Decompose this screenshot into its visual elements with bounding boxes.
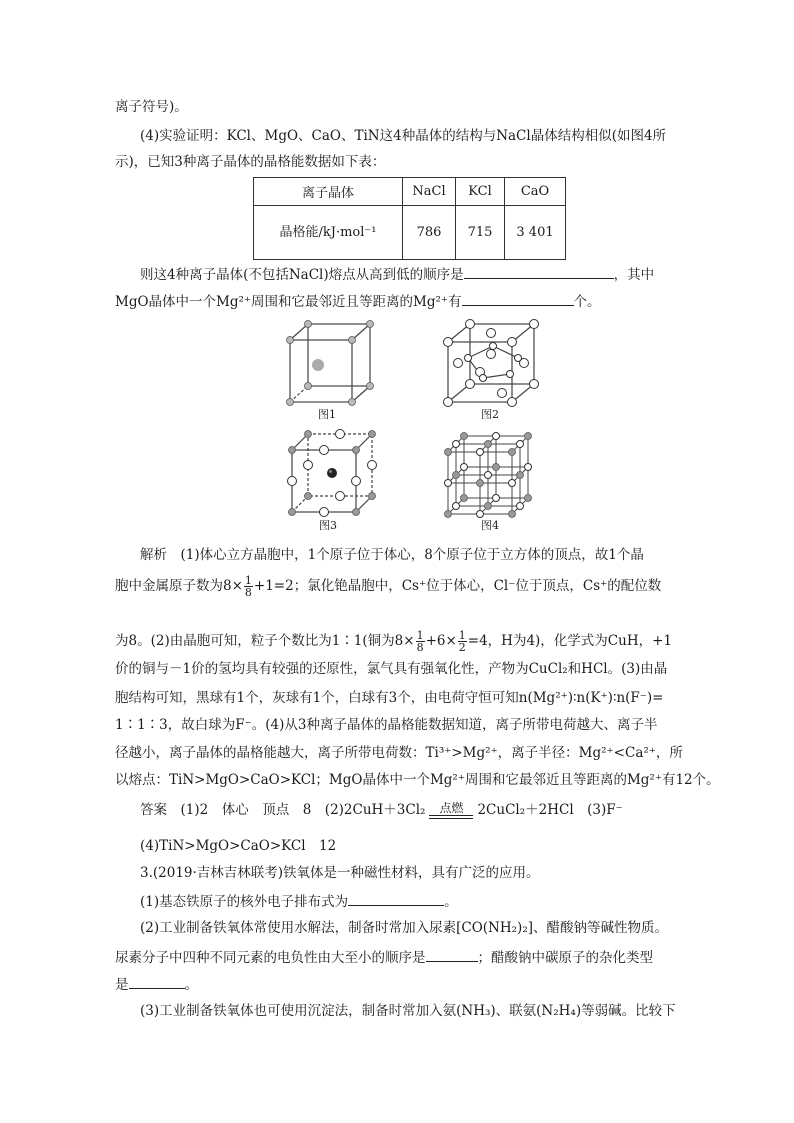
- table-header-cell: NaCl: [403, 178, 456, 206]
- q4-line1: (4)实验证明：KCl、MgO、CaO、TiN这4种晶体的结构与NaCl晶体结构相似(如图4所: [140, 128, 667, 144]
- analysis-line6: 1∶1∶3，故白球为F⁻。(4)从3种离子晶体的晶格能数据知道，离子所带电荷越大、离子半: [115, 717, 658, 733]
- fraction-numerator: 1: [458, 629, 466, 642]
- table-cell: 715: [456, 206, 505, 260]
- q3-part2-line3: [115, 974, 198, 994]
- fraction-denominator: 2: [458, 641, 466, 654]
- lattice-energy-table: [253, 177, 566, 260]
- figure-2-caption: 图2: [481, 408, 499, 421]
- q3-part3-line1: (3)工业制备铁氧体也可使用沉淀法，制备时常加入氨(NH₃)、联氨(N₂H₄)等弱碱。比较下: [140, 1003, 676, 1019]
- analysis-text: (1)体心立方晶胞中，1个原子位于体心，8个原子位于立方体的顶点，故1个晶: [180, 547, 644, 563]
- figure-1-bcc-cell: [280, 318, 380, 408]
- q3-part2-suffix: 。: [184, 977, 198, 993]
- figure-4-caption: 图4: [481, 519, 499, 532]
- ignite-label: 点燃: [439, 801, 464, 815]
- analysis-text: =4，H为4)，化学式为CuH，+1: [467, 633, 673, 649]
- answer-label: 答案: [140, 802, 167, 818]
- table-header-cell: KCl: [456, 178, 505, 206]
- answer-text: (1)2 体心 顶点 8 (2)2CuH＋3Cl₂: [180, 802, 426, 818]
- table-header-cell: 离子晶体: [254, 178, 403, 206]
- answer-text: 2CuCl₂＋2HCl (3)F⁻: [477, 802, 623, 818]
- order-blank[interactable]: [464, 264, 614, 279]
- q3-part2-text: ；醋酸钠中碳原子的杂化类型: [477, 950, 653, 966]
- q3-part2-prompt: 是: [115, 977, 129, 993]
- q3-title: 3.(2019·吉林吉林联考)铁氧体是一种磁性材料，具有广泛的应用。: [140, 865, 540, 881]
- analysis-text: 胞中金属原子数为8×: [115, 578, 243, 594]
- mgo-blank[interactable]: [462, 291, 574, 306]
- analysis-line1: [140, 546, 644, 564]
- order-suffix: ，其中: [613, 267, 655, 283]
- analysis-label: 解析: [140, 547, 167, 563]
- analysis-line2: [115, 575, 661, 598]
- electron-config-blank[interactable]: [348, 891, 444, 906]
- fraction-one-half: [458, 630, 467, 653]
- table-header-row: [254, 178, 566, 206]
- fraction-numerator: 1: [244, 574, 252, 587]
- ignite-arrow: [429, 802, 473, 819]
- intro-line: 离子符号)。: [115, 99, 188, 115]
- q3-part1: [140, 891, 458, 911]
- answer-line1: [140, 801, 623, 819]
- electronegativity-blank[interactable]: [426, 947, 478, 962]
- analysis-text: +1=2；氯化铯晶胞中，Cs⁺位于体心，Cl⁻位于顶点，Cs⁺的配位数: [253, 578, 662, 594]
- q3-part2-line1: (2)工业制备铁氧体常使用水解法，制备时常加入尿素[CO(NH₂)₂]、醋酸钠等碱性物质。: [140, 920, 668, 936]
- table-row: [254, 206, 566, 260]
- q3-part1-suffix: 。: [444, 894, 458, 910]
- q3-part2-line2: [115, 947, 653, 967]
- analysis-line8: 以熔点：TiN>MgO>CaO>KCl；MgO晶体中一个Mg²⁺周围和它最邻近且等距离的Mg²⁺有12个。: [115, 772, 720, 788]
- table-row-label: 晶格能/kJ·mol⁻¹: [254, 206, 403, 260]
- analysis-line5: 胞结构可知，黑球有1个，灰球有1个，白球有3个，由电荷守恒可知n(Mg²⁺)∶n(K⁺)∶n(F⁻)=: [115, 690, 664, 706]
- q4-after-line2: [115, 291, 601, 311]
- answer-line2: (4)TiN>MgO>CaO>KCl 12: [140, 838, 337, 854]
- q4-line2: 示)，已知3种离子晶体的晶格能数据如下表：: [115, 154, 386, 170]
- hybridization-blank[interactable]: [129, 974, 185, 989]
- fraction-denominator: 8: [416, 641, 424, 654]
- order-prompt: 则这4种离子晶体(不包括NaCl)熔点从高到低的顺序是: [140, 267, 464, 283]
- figure-4-nacl-cell: [440, 430, 540, 518]
- q3-part1-prompt: (1)基态铁原子的核外电子排布式为: [140, 894, 349, 910]
- fraction-one-eighth: [416, 630, 425, 653]
- analysis-line3: [115, 630, 672, 653]
- mgo-prompt: MgO晶体中一个Mg²⁺周围和它最邻近且等距离的Mg²⁺有: [115, 294, 462, 310]
- table-cell: 3 401: [505, 206, 566, 260]
- figure-3-perovskite-cell: [282, 428, 382, 518]
- analysis-line7: 径越小，离子晶体的晶格能越大，离子所带电荷数：Ti³⁺>Mg²⁺，离子半径：Mg²⁺<Ca²⁺，所: [115, 745, 683, 761]
- table-header-cell: CaO: [505, 178, 566, 206]
- mgo-suffix: 个。: [573, 294, 601, 310]
- fraction-denominator: 8: [244, 586, 252, 599]
- equals-arrow: [429, 815, 473, 819]
- table-cell: 786: [403, 206, 456, 260]
- figure-2-cuh-cell: [438, 318, 548, 408]
- analysis-line4: 价的铜与－1价的氢均具有较强的还原性，氯气具有强氧化性，产物为CuCl₂和HCl。(3)由晶: [115, 661, 668, 677]
- figure-1-caption: 图1: [318, 408, 336, 421]
- figure-3-caption: 图3: [319, 519, 337, 532]
- q4-after-line1: [140, 264, 654, 284]
- analysis-text: 为8。(2)由晶胞可知，粒子个数比为1∶1(铜为8×: [115, 633, 415, 649]
- fraction-numerator: 1: [416, 629, 424, 642]
- analysis-text: +6×: [425, 633, 457, 649]
- fraction-one-eighth: [244, 575, 253, 598]
- q3-part2-prompt: 尿素分子中四种不同元素的电负性由大至小的顺序是: [115, 950, 426, 966]
